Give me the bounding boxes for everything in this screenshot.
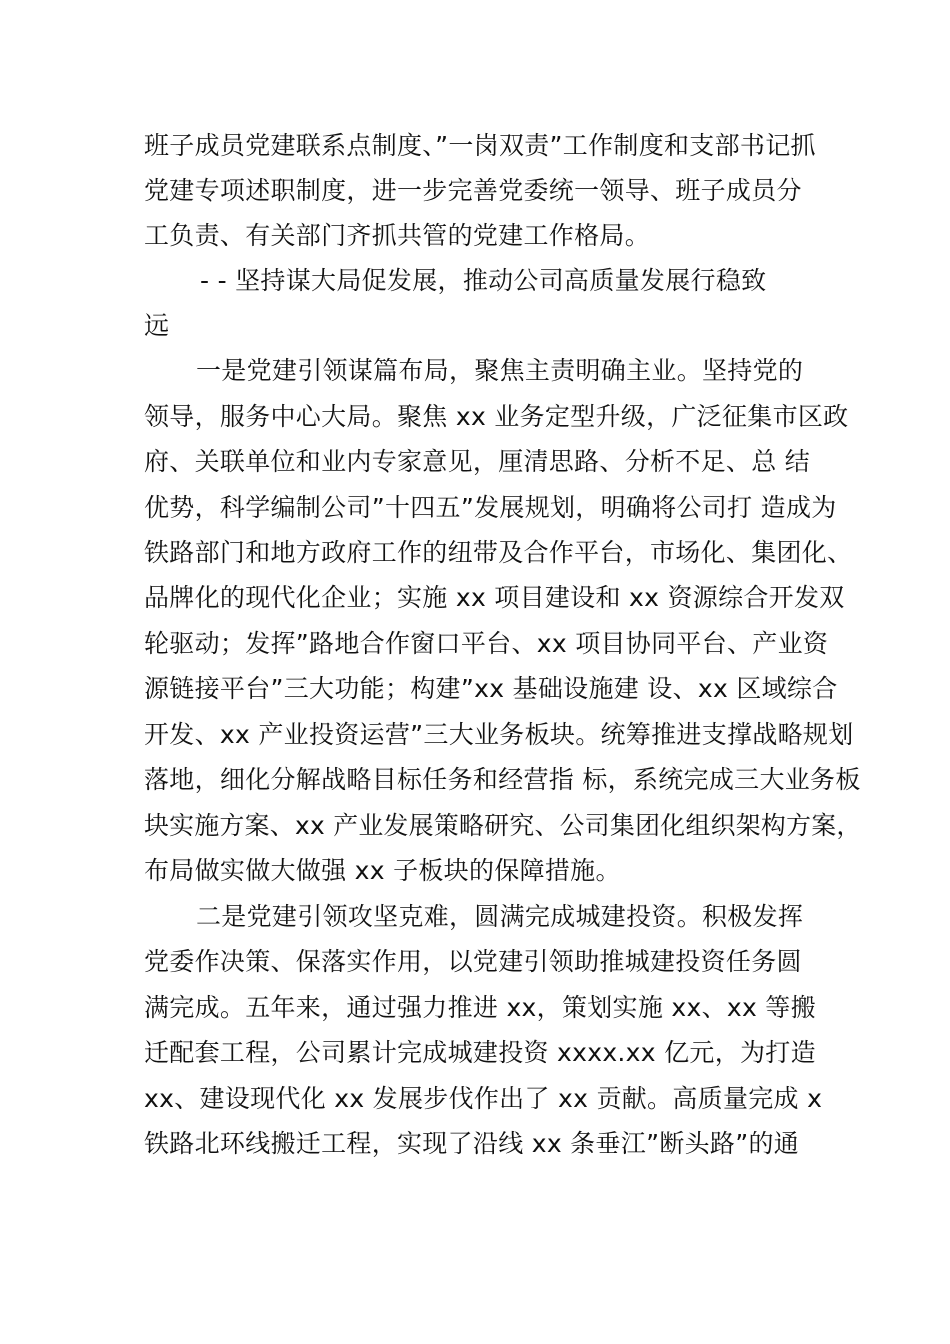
text-line-21: 迁配套工程，公司累计完成城建投资 xxxx.xx 亿元，为打造 [144, 1038, 816, 1067]
text-line-9: 优势，科学编制公司”十四五”发展规划，明确将公司打 造成为 [144, 493, 837, 522]
text-line-14: 开发、xx 产业投资运营”三大业务板块。统筹推进支撑战略规划 [144, 720, 854, 749]
text-line-7: 领导，服务中心大局。聚焦 xx 业务定型升级，广泛征集市区政 [144, 402, 849, 431]
text-line-10: 铁路部门和地方政府工作的纽带及合作平台，市场化、集团化、 [144, 538, 853, 567]
section-heading: - - 坚持谋大局促发展，推动公司高质量发展行稳致 [200, 266, 767, 295]
text-line-19: 党委作决策、保落实作用，以党建引领助推城建投资任务圆 [144, 947, 802, 976]
text-line-18: 二是党建引领攻坚克难，圆满完成城建投资。积极发挥 [196, 902, 804, 931]
text-line-22: xx、建设现代化 xx 发展步伐作出了 xx 贡献。高质量完成 x [144, 1084, 823, 1113]
text-line-3: 工负责、有关部门齐抓共管的党建工作格局。 [144, 221, 651, 250]
text-line-20: 满完成。五年来，通过强力推进 xx，策划实施 xx、xx 等搬 [144, 993, 816, 1022]
text-line-13: 源链接平台”三大功能；构建”xx 基础设施建 设、xx 区域综合 [144, 674, 838, 703]
section-heading-cont: 远 [144, 311, 170, 340]
text-line-2: 党建专项述职制度，进一步完善党委统一领导、班子成员分 [144, 176, 802, 205]
text-line-15: 落地，细化分解战略目标任务和经营指 标，系统完成三大业务板 [144, 765, 861, 794]
text-line-16: 块实施方案、xx 产业发展策略研究、公司集团化组织架构方案， [144, 811, 862, 840]
text-line-17: 布局做实做大做强 xx 子板块的保障措施。 [144, 856, 621, 885]
text-line-6: 一是党建引领谋篇布局，聚焦主责明确主业。坚持党的 [196, 356, 804, 385]
text-line-12: 轮驱动；发挥”路地合作窗口平台、xx 项目协同平台、产业资 [144, 629, 829, 658]
text-line-1: 班子成员党建联系点制度、”一岗双责”工作制度和支部书记抓 [144, 131, 816, 160]
text-line-23: 铁路北环线搬迁工程，实现了沿线 xx 条垂江”断头路”的通 [144, 1129, 800, 1158]
text-line-11: 品牌化的现代化企业；实施 xx 项目建设和 xx 资源综合开发双 [144, 583, 845, 612]
text-line-8: 府、关联单位和业内专家意见，厘清思路、分析不足、总 结 [144, 447, 811, 476]
